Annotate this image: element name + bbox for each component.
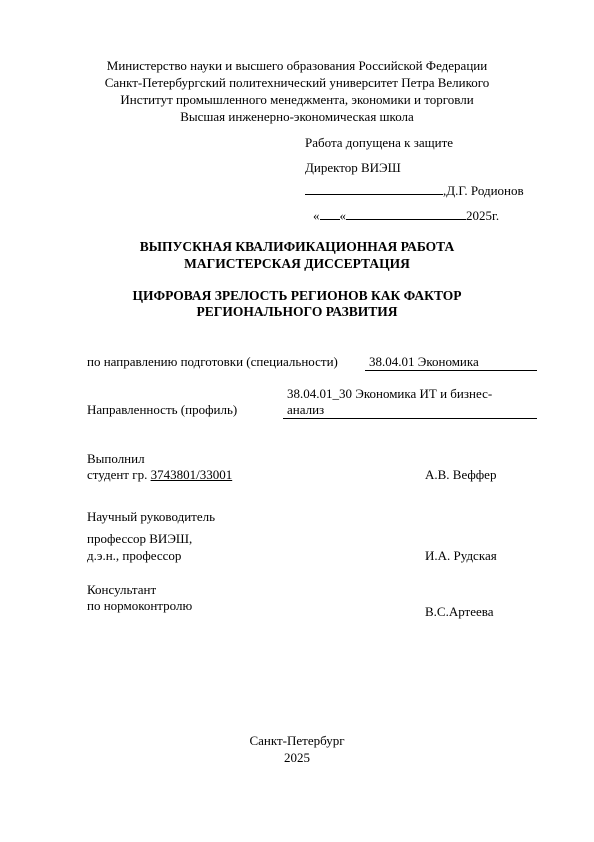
work-subtype-title: МАГИСТЕРСКАЯ ДИССЕРТАЦИЯ [184, 256, 410, 271]
month-blank [346, 207, 466, 220]
date-quote-open: « [313, 208, 320, 223]
consultant-name: В.С.Артеева [425, 604, 494, 619]
director-signature-line [305, 182, 524, 199]
student-line [87, 466, 232, 483]
profile-value-line2: анализ [283, 401, 537, 419]
approval-year: 2025г. [466, 208, 500, 223]
school-line: Высшая инженерно-экономическая школа [180, 109, 414, 124]
footer-year: 2025 [284, 750, 310, 765]
supervisor-title2: д.э.н., профессор [87, 548, 182, 563]
direction-label: по направлению подготовки (специальности) [87, 354, 338, 369]
profile-label: Направленность (профиль) [87, 402, 238, 417]
profile-value-line1: 38.04.01_30 Экономика ИТ и бизнес- [287, 386, 493, 401]
director-position: Директор ВИЭШ [305, 160, 401, 175]
student-prefix: студент гр. [87, 467, 151, 482]
consultant-role: по нормоконтролю [87, 598, 193, 613]
supervisor-title1: профессор ВИЭШ, [87, 531, 193, 546]
student-group: 3743801/33001 [150, 467, 233, 482]
approval-date-line [313, 207, 499, 224]
topic-title-line2: РЕГИОНАЛЬНОГО РАЗВИТИЯ [196, 304, 398, 319]
university-line: Санкт-Петербургский политехнический университет Петра Великого [104, 75, 490, 90]
topic-title-line1: ЦИФРОВАЯ ЗРЕЛОСТЬ РЕГИОНОВ КАК ФАКТОР [132, 288, 462, 303]
day-blank [320, 207, 340, 220]
work-type-title: ВЫПУСКНАЯ КВАЛИФИКАЦИОННАЯ РАБОТА [139, 239, 455, 254]
admitted-text: Работа допущена к защите [305, 135, 454, 150]
student-name: А.В. Веффер [425, 467, 497, 482]
supervisor-label: Научный руководитель [87, 509, 216, 524]
institute-line: Институт промышленного менеджмента, экономики и торговли [120, 92, 474, 107]
footer-city: Санкт-Петербург [249, 733, 345, 748]
director-name: ,Д.Г. Родионов [443, 183, 524, 198]
signature-blank [305, 182, 443, 195]
ministry-line: Министерство науки и высшего образования Российской Федерации [106, 58, 488, 73]
direction-value: 38.04.01 Экономика [365, 353, 537, 371]
date-quote-close: « [339, 208, 346, 223]
consultant-label: Консультант [87, 582, 157, 597]
supervisor-name: И.А. Рудская [425, 548, 497, 563]
performer-label: Выполнил [87, 451, 145, 466]
